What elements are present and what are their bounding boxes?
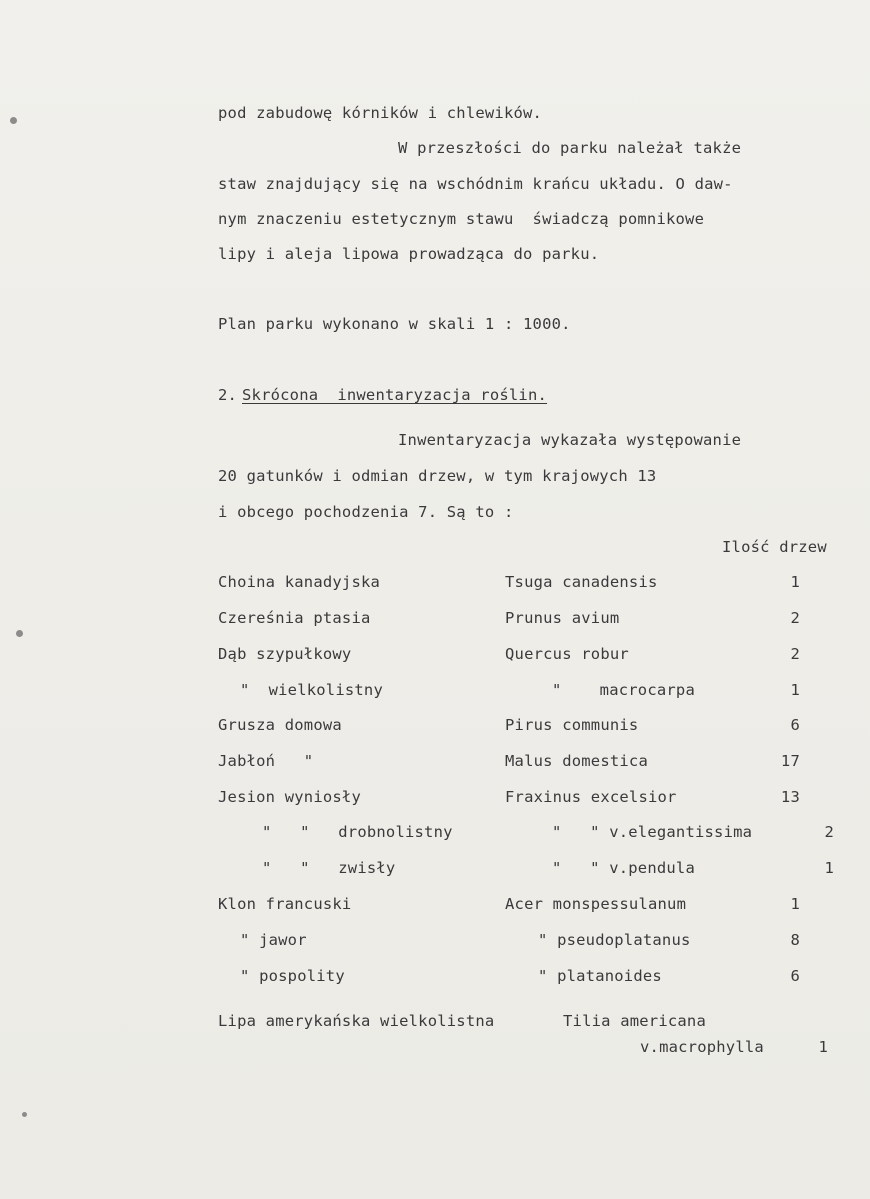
paragraph-line: staw znajdujący się na wschódnim krańcu układu. O daw-: [218, 175, 733, 193]
tree-latin-name: Acer monspessulanum: [505, 895, 687, 913]
tree-count: 1: [824, 859, 834, 877]
paragraph-line: Inwentaryzacja wykazała występowanie: [398, 431, 742, 449]
paragraph-line: pod zabudowę kórników i chlewików.: [218, 104, 543, 122]
tree-polish-name: " pospolity: [240, 967, 345, 985]
tree-variety: v.macrophylla: [640, 1038, 764, 1056]
tree-latin-name: " pseudoplatanus: [538, 931, 691, 949]
tree-polish-name: Lipa amerykańska wielkolistna: [218, 1012, 495, 1030]
paragraph-line: nym znaczeniu estetycznym stawu świadczą pomnikowe: [218, 210, 705, 228]
tree-latin-name: Malus domestica: [505, 752, 648, 770]
tree-polish-name: Jesion wyniosły: [218, 788, 361, 806]
tree-count: 13: [780, 788, 800, 806]
punch-hole-bottom: [22, 1112, 27, 1117]
tree-latin-name: " " v.pendula: [552, 859, 695, 877]
tree-count: 6: [790, 967, 800, 985]
tree-count: 2: [790, 609, 800, 627]
tree-latin-name: Tsuga canadensis: [505, 573, 658, 591]
tree-count: 1: [790, 573, 800, 591]
paragraph-line: i obcego pochodzenia 7. Są to :: [218, 503, 514, 521]
tree-latin-name: " platanoides: [538, 967, 662, 985]
section-title: Skrócona inwentaryzacja roślin.: [242, 386, 548, 404]
scale-line: Plan parku wykonano w skali 1 : 1000.: [218, 315, 571, 333]
punch-hole-top: [10, 117, 17, 124]
tree-count: 17: [780, 752, 800, 770]
tree-polish-name: " " drobnolistny: [262, 823, 453, 841]
tree-count: 1: [818, 1038, 828, 1056]
tree-polish-name: " " zwisły: [262, 859, 396, 877]
punch-hole-middle: [16, 630, 23, 637]
tree-latin-name: Fraxinus excelsior: [505, 788, 677, 806]
tree-count: 1: [790, 895, 800, 913]
section-number: 2.: [218, 386, 238, 404]
tree-polish-name: Klon francuski: [218, 895, 352, 913]
paragraph-line: 20 gatunków i odmian drzew, w tym krajowych 13: [218, 467, 657, 485]
tree-latin-name: Prunus avium: [505, 609, 620, 627]
tree-count: 2: [790, 645, 800, 663]
tree-polish-name: " wielkolistny: [240, 681, 383, 699]
tree-latin-name: Pirus communis: [505, 716, 639, 734]
paragraph-line: lipy i aleja lipowa prowadząca do parku.: [218, 245, 600, 263]
tree-count: 6: [790, 716, 800, 734]
tree-count: 1: [790, 681, 800, 699]
tree-polish-name: Jabłoń ": [218, 752, 314, 770]
tree-count: 2: [824, 823, 834, 841]
tree-polish-name: Czereśnia ptasia: [218, 609, 371, 627]
tree-latin-name: Quercus robur: [505, 645, 629, 663]
tree-polish-name: Choina kanadyjska: [218, 573, 381, 591]
tree-count: 8: [790, 931, 800, 949]
tree-latin-name: " " v.elegantissima: [552, 823, 753, 841]
table-header: Ilość drzew: [722, 538, 827, 556]
tree-polish-name: Dąb szypułkowy: [218, 645, 352, 663]
tree-polish-name: Grusza domowa: [218, 716, 342, 734]
paragraph-line: W przeszłości do parku należał także: [398, 139, 742, 157]
tree-latin-name: " macrocarpa: [552, 681, 695, 699]
tree-latin-name: Tilia americana: [563, 1012, 706, 1030]
tree-polish-name: " jawor: [240, 931, 307, 949]
